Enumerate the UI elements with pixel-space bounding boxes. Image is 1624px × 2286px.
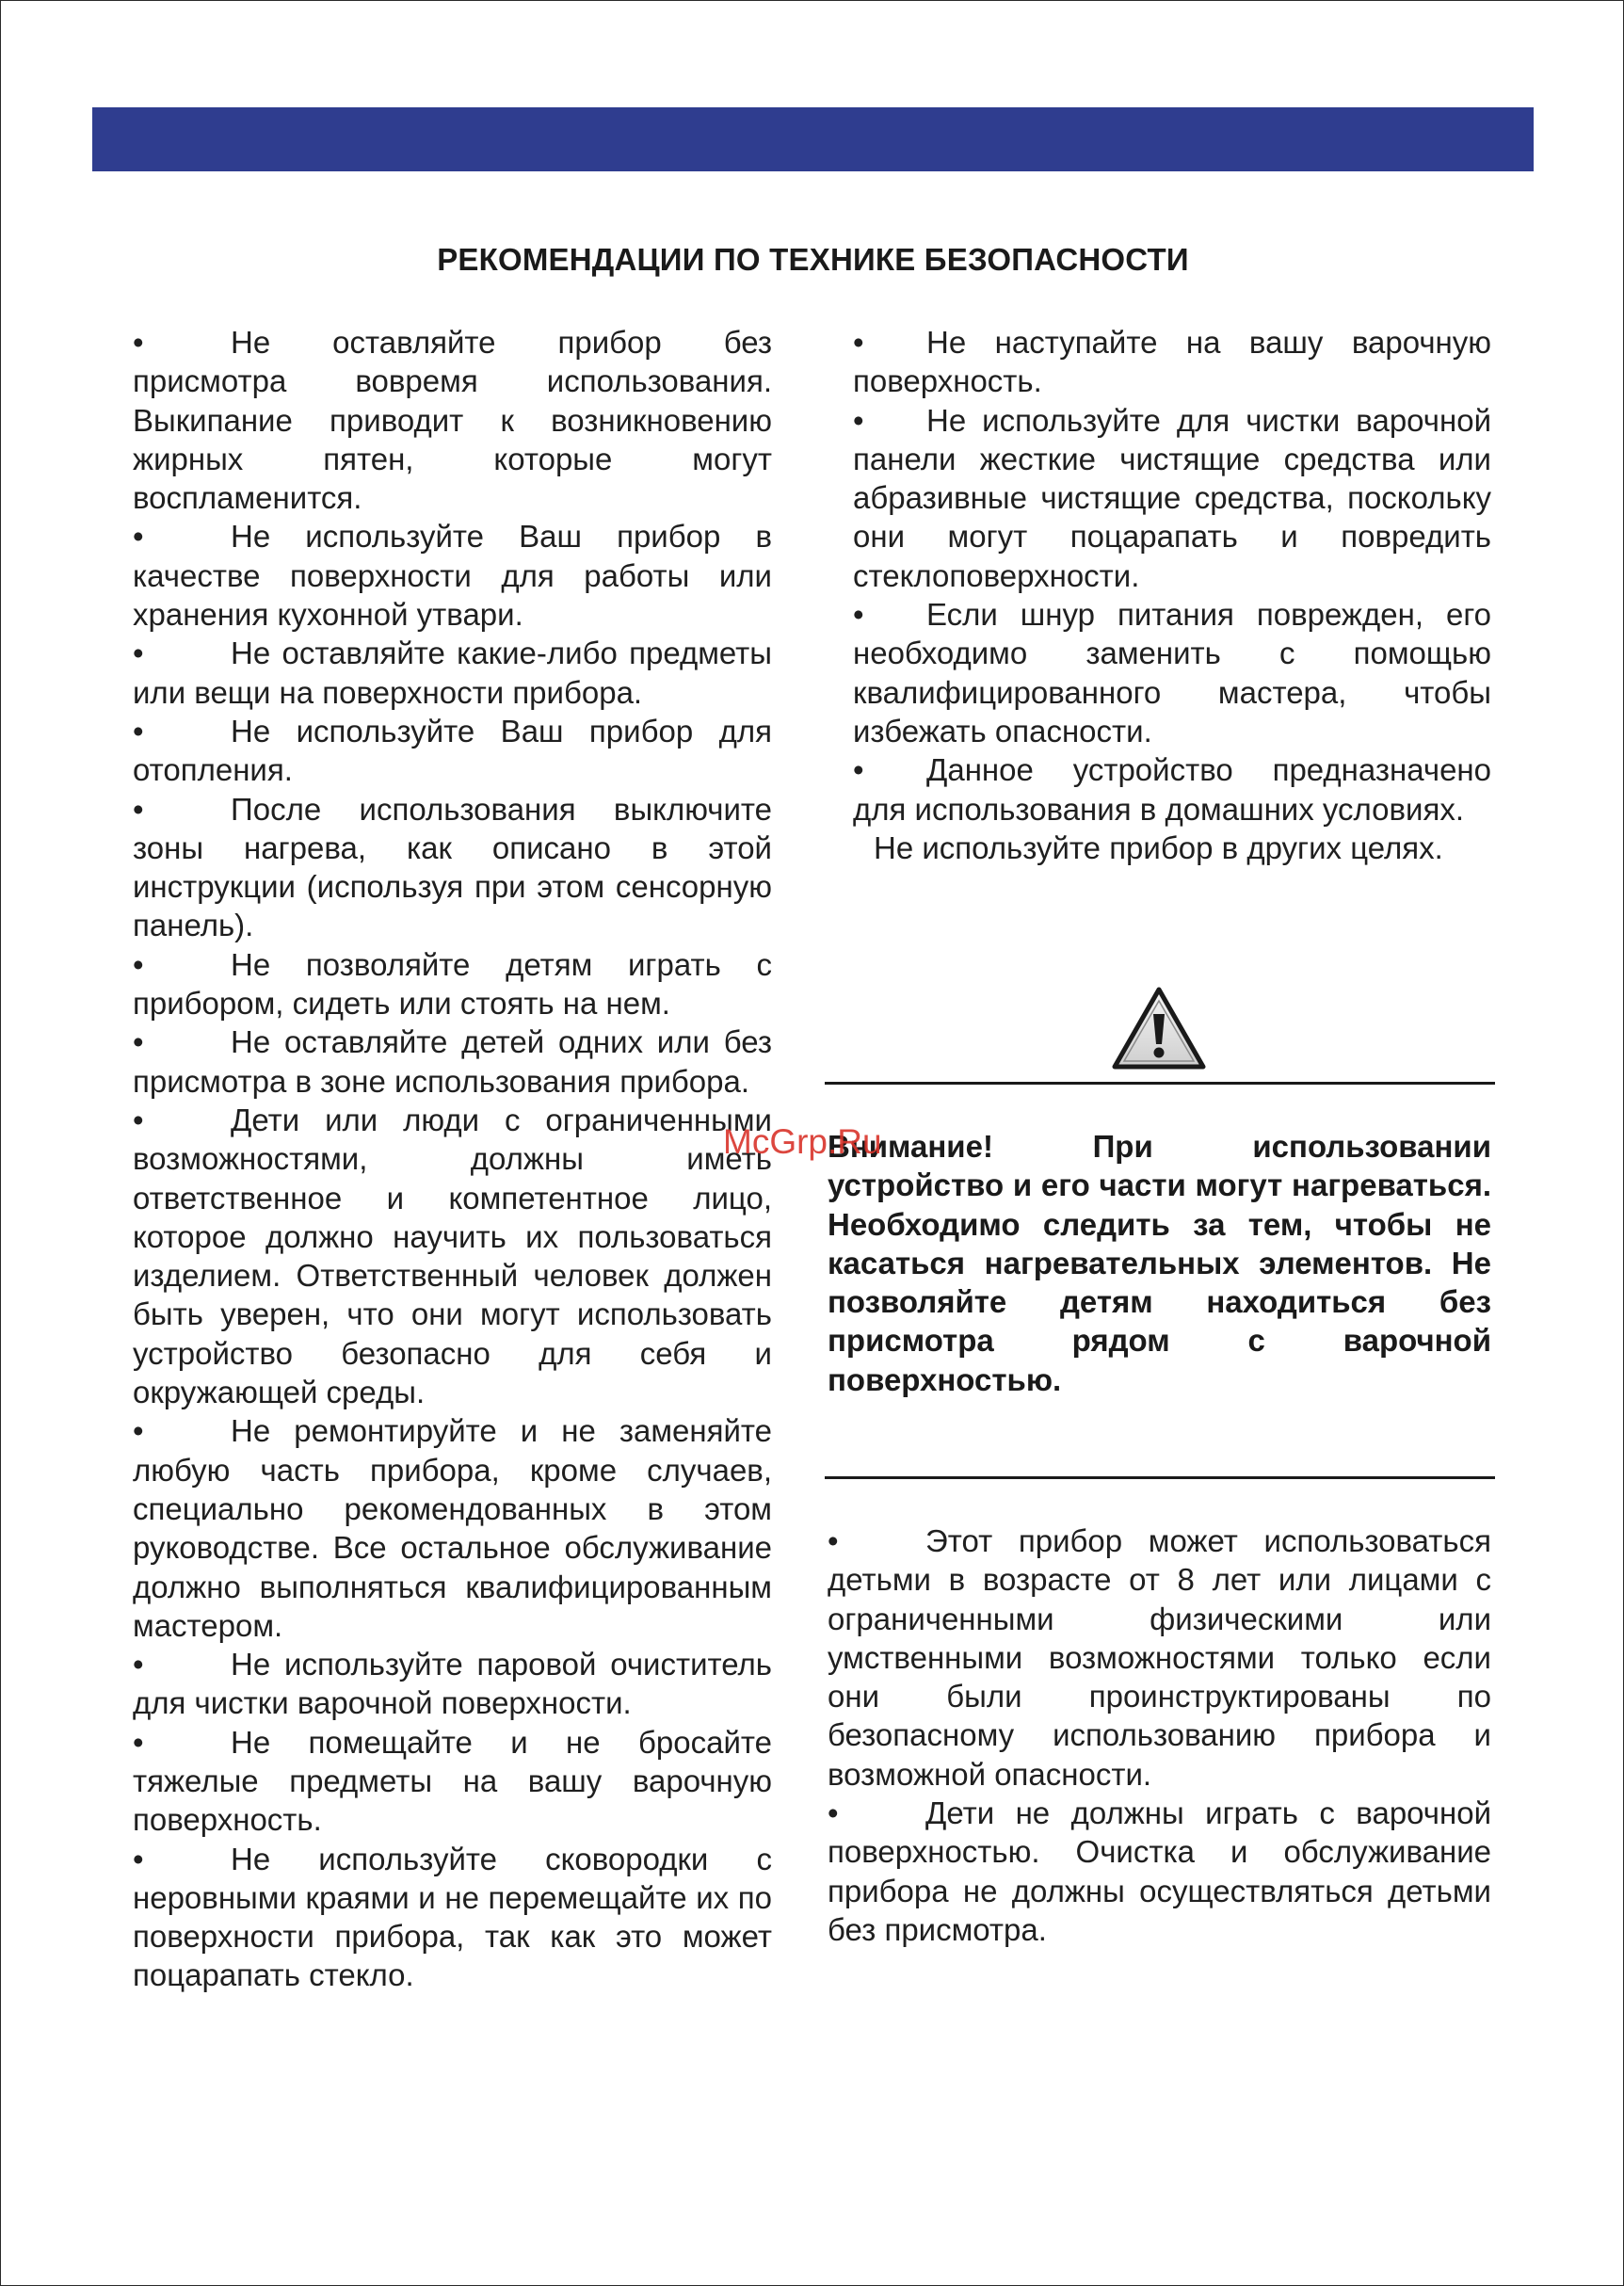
- header-bar: [92, 107, 1534, 171]
- bullet-icon: •: [853, 402, 864, 438]
- list-item: • После использования выключите зоны нагрева, как описано в этой инструкции (используя при этом сенсорную панель).: [133, 791, 772, 943]
- list-item: • Не оставляйте какие-либо предметы или вещи на поверхности прибора.: [133, 636, 772, 710]
- list-item: • Не используйте сковородки с неровными краями и не перемещайте их по поверхности прибора, так как это может поцарапать стекло.: [133, 1841, 772, 1993]
- bullet-icon: •: [853, 597, 864, 633]
- plain-note: Не используйте прибор в других целях.: [874, 829, 1443, 865]
- list-item: • Данное устройство предназначено для использования в домашних условиях.: [853, 752, 1491, 827]
- list-item: • Дети или люди с ограниченными возможностями, должны иметь ответственное и компетентное лицо, которое должно научить их пользоваться изделием. Ответственный человек должен быть уверен, что они могут использовать устройство безопасно для себя и окружающей среды.: [133, 1102, 772, 1410]
- watermark: McGrp.Ru: [723, 1122, 882, 1161]
- bullet-icon: •: [133, 1647, 144, 1682]
- list-item: • Не оставляйте детей одних или без присмотра в зоне использования прибора.: [133, 1024, 772, 1099]
- bullet-icon: •: [133, 791, 144, 827]
- list-item: • Не используйте для чистки варочной панели жесткие чистящие средства или абразивные чистящие средства, поскольку они могут поцарапать и повредить стеклоповерхности.: [853, 402, 1491, 593]
- list-item: • Не наступайте на вашу варочную поверхность.: [853, 325, 1491, 399]
- page-title: РЕКОМЕНДАЦИИ ПО ТЕХНИКЕ БЕЗОПАСНОСТИ: [437, 242, 1189, 277]
- warning-triangle-icon: [1111, 986, 1207, 1072]
- bullet-icon: •: [133, 1724, 144, 1760]
- list-item: • Не используйте паровой очиститель для чистки варочной поверхности.: [133, 1647, 772, 1721]
- bullet-icon: •: [133, 946, 144, 982]
- list-item: • Этот прибор может использоваться детьми в возрасте от 8 лет или лицами с ограниченными физическими или умственными возможностями только если они были проинструктированы по безопасному использованию прибора и возможной опасности.: [828, 1523, 1491, 1792]
- bullet-icon: •: [133, 636, 144, 671]
- divider: [825, 1082, 1495, 1085]
- list-item: • Не оставляйте прибор без присмотра вовремя использования. Выкипание приводит к возникновению жирных пятен, которые могут воспламенится.: [133, 325, 772, 516]
- divider: [825, 1476, 1495, 1479]
- bullet-icon: •: [133, 1841, 144, 1876]
- right-bottom-column: [828, 1521, 1491, 1949]
- bullet-icon: •: [133, 1102, 144, 1137]
- bullet-icon: •: [853, 325, 864, 360]
- list-item: • Не ремонтируйте и не заменяйте любую часть прибора, кроме случаев, специально рекомендованных в этом руководстве. Все остальное обслуживание должно выполняться квалифицированным мастером.: [133, 1413, 772, 1643]
- bullet-icon: •: [853, 752, 864, 788]
- bullet-icon: •: [133, 325, 144, 360]
- bullet-icon: •: [133, 1413, 144, 1449]
- right-column: [853, 323, 1491, 867]
- list-item: • Если шнур питания поврежден, его необходимо заменить с помощью квалифицированного мастера, чтобы избежать опасности.: [853, 597, 1491, 749]
- bullet-icon: •: [133, 713, 144, 749]
- attention-notice: Внимание! При использовании устройство и его части могут нагреваться. Необходимо следить за тем, чтобы не касаться нагревательных элементов. Не позволяйте детям находиться без присмотра рядом с варочной поверхностью.: [828, 1129, 1491, 1397]
- bullet-icon: •: [828, 1795, 839, 1831]
- list-item: • Не используйте Ваш прибор для отопления.: [133, 713, 772, 788]
- list-item: • Не используйте Ваш прибор в качестве поверхности для работы или хранения кухонной утвари.: [133, 519, 772, 633]
- list-item: • Не помещайте и не бросайте тяжелые предметы на вашу варочную поверхность.: [133, 1724, 772, 1838]
- list-item: • Дети не должны играть с варочной поверхностью. Очистка и обслуживание прибора не должны осуществляться детьми без присмотра.: [828, 1795, 1491, 1947]
- bullet-icon: •: [133, 519, 144, 555]
- list-item: • Не позволяйте детям играть с прибором, сидеть или стоять на нем.: [133, 946, 772, 1022]
- left-column: [133, 323, 772, 1995]
- bullet-icon: •: [828, 1523, 839, 1558]
- bullet-icon: •: [133, 1024, 144, 1060]
